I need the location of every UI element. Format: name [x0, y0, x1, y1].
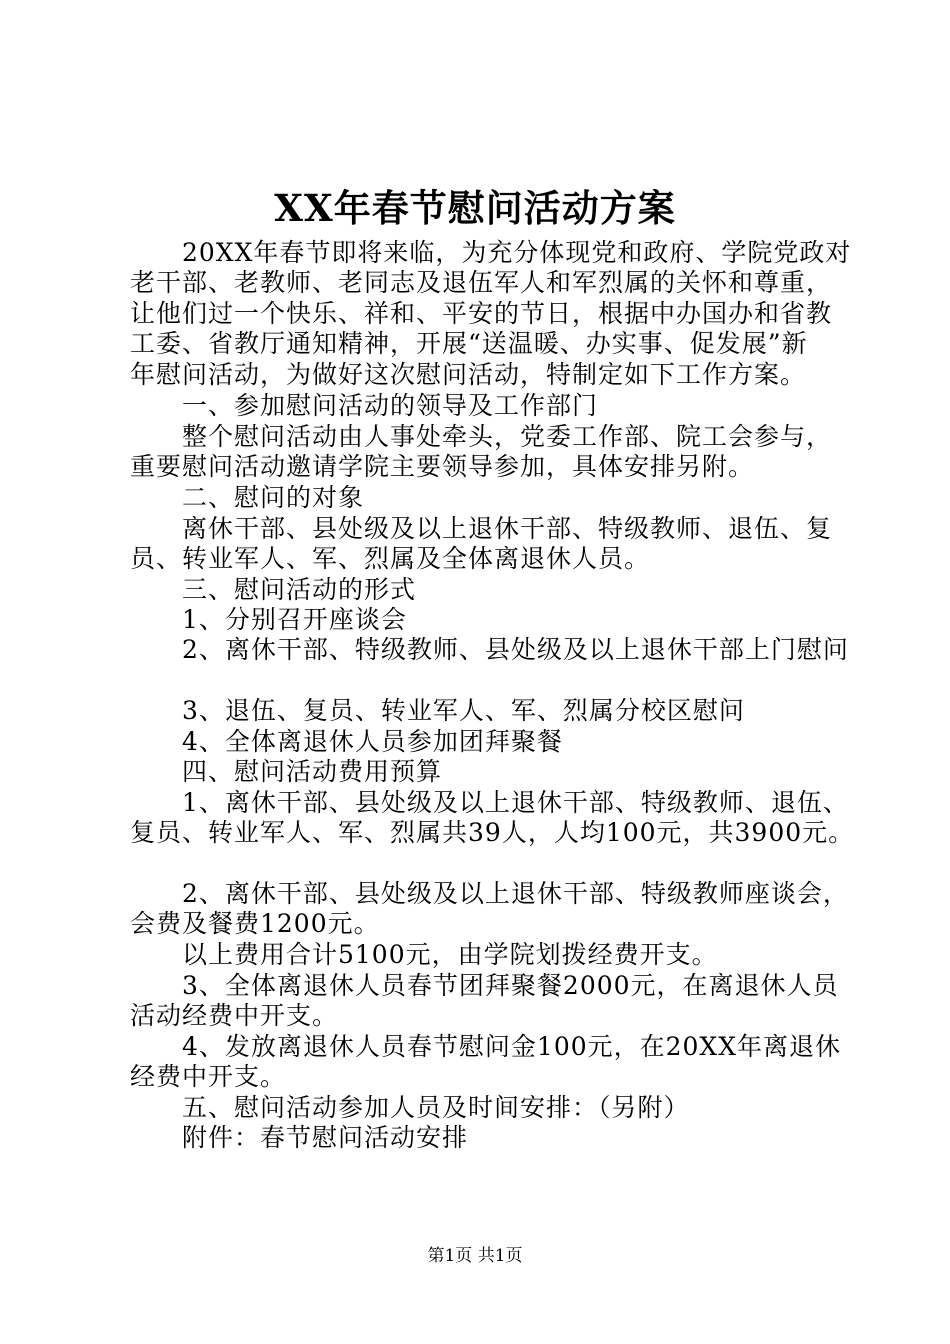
list-item: 4、全体离退休人员参加团拜聚餐 [130, 727, 563, 756]
body-line: 工委、省教厅通知精神，开展“送温暖、办实事、促发展”新 [130, 329, 808, 358]
section-heading: 二、慰问的对象 [130, 483, 365, 512]
body-line: 会费及餐费1200元。 [130, 909, 380, 938]
list-item: 1、分别召开座谈会 [130, 605, 407, 634]
body-line: 员、转业军人、军、烈属及全体离退休人员。 [130, 544, 651, 573]
section-heading: 三、慰问活动的形式 [130, 575, 417, 604]
list-item: 2、离休干部、特级教师、县处级及以上退休干部上门慰问 [130, 635, 849, 664]
page-footer: 第1页 共1页 [427, 1246, 523, 1266]
list-item: 3、全体离退休人员春节团拜聚餐2000元，在离退休人员 [130, 971, 839, 1000]
section-heading: 一、参加慰问活动的领导及工作部门 [130, 391, 599, 420]
body-line: 让他们过一个快乐、祥和、平安的节日，根据中办国办和省教 [130, 299, 833, 328]
body-line: 活动经费中开支。 [130, 1001, 339, 1030]
body-line: 老干部、老教师、老同志及退伍军人和军烈属的关怀和尊重， [130, 268, 833, 297]
body-line: 20XX年春节即将来临，为充分体现党和政府、学院党政对 [130, 238, 852, 267]
list-item: 3、退伍、复员、转业军人、军、烈属分校区慰问 [130, 696, 745, 725]
document-title: XX年春节慰问活动方案 [274, 186, 676, 230]
body-line: 复员、转业军人、军、烈属共39人，人均100元，共3900元。 [130, 818, 855, 847]
list-item: 4、发放离退休人员春节慰问金100元，在20XX年离退休 [130, 1032, 842, 1061]
list-item: 1、离休干部、县处级及以上退休干部、特级教师、退伍、 [130, 788, 849, 817]
list-item: 2、离休干部、县处级及以上退休干部、特级教师座谈会， [130, 879, 849, 908]
body-line: 重要慰问活动邀请学院主要领导参加，具体安排另附。 [130, 452, 755, 481]
body-line: 经费中开支。 [130, 1062, 287, 1091]
body-line: 整个慰问活动由人事处牵头，党委工作部、院工会参与， [130, 422, 833, 451]
section-heading: 五、慰问活动参加人员及时间安排：（另附） [130, 1093, 690, 1122]
body-line: 离休干部、县处级及以上退休干部、特级教师、退伍、复 [130, 514, 833, 543]
attachment-line: 附件：春节慰问活动安排 [130, 1123, 469, 1152]
body-line: 年慰问活动，为做好这次慰问活动，特制定如下工作方案。 [130, 360, 807, 389]
body-line: 以上费用合计5100元，由学院划拨经费开支。 [130, 940, 718, 969]
section-heading: 四、慰问活动费用预算 [130, 757, 443, 786]
